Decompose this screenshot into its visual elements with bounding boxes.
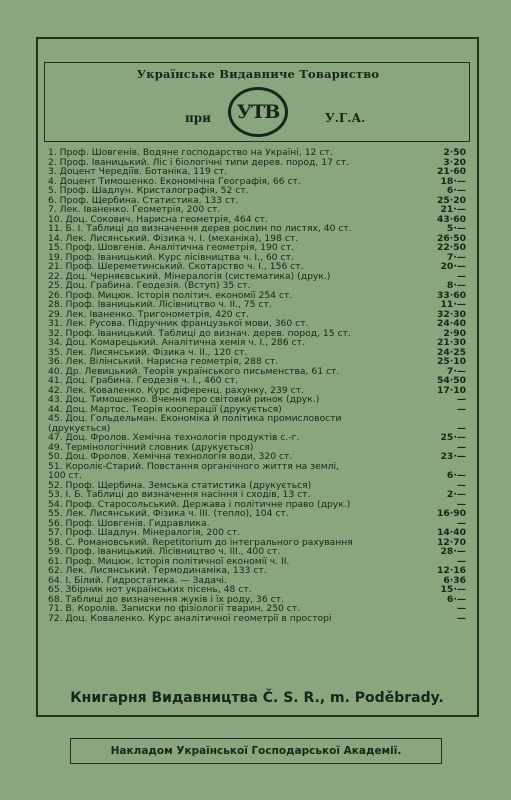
book-entry: [48, 433, 466, 443]
book-price: —: [456, 479, 466, 491]
book-price: —: [456, 603, 466, 614]
book-price: 21·60: [436, 166, 466, 177]
book-entry: [48, 566, 466, 576]
book-price: 2·—: [446, 489, 466, 500]
book-title: 47. Доц. Фролов. Хемічна технологія продуктів с.-г.: [48, 433, 300, 443]
book-price: 14·40: [436, 527, 466, 538]
book-price: 21·—: [440, 204, 466, 215]
book-entry: [48, 528, 466, 538]
book-price: 8·—: [446, 280, 466, 291]
book-title: 22. Доц. Черняєвський. Мінералогія (систематика) (друк.): [48, 271, 331, 281]
publisher-header: [44, 62, 470, 142]
book-price: 7·—: [446, 251, 466, 263]
book-title: 31. Лек. Русова. Підручник французької мови, 360 ст.: [48, 319, 309, 329]
book-entry: [48, 585, 466, 595]
book-title: 100 ст.: [48, 471, 82, 481]
book-entry: [48, 186, 466, 196]
book-price: 43·60: [436, 213, 466, 225]
book-entry: [48, 357, 466, 367]
academy-abbrev: У.Г.А.: [325, 111, 366, 125]
book-price: 5·—: [446, 223, 466, 234]
book-entry: [48, 319, 466, 329]
book-price: 16·90: [436, 508, 466, 519]
book-price: 3·20: [443, 156, 466, 168]
book-price: 32·30: [436, 308, 466, 320]
book-entry: [48, 386, 466, 396]
book-entry: [48, 424, 466, 434]
book-title: 2. Проф. Іваницький. Ліс і біологічні типи дерев. пород, 17 ст.: [48, 157, 350, 167]
book-entry: [48, 262, 466, 272]
book-entry: [48, 215, 466, 225]
book-title: 62. Лек. Лисянський. Термодинаміка, 133 ст.: [48, 566, 267, 576]
book-title: 51. Короліє-Старий. Повстання органічного життя на землі,: [48, 461, 340, 471]
book-title: 52. Проф. Щербина. Земська статистика (друкується): [48, 480, 312, 490]
book-entry: [48, 338, 466, 348]
book-title: 1. Проф. Шовгенів. Водяне господарство на Україні, 12 ст.: [48, 148, 333, 158]
book-entry: [48, 205, 466, 215]
book-price: 26·50: [436, 232, 466, 244]
book-entry: [48, 452, 466, 462]
book-entry: [48, 414, 466, 424]
book-title: 35. Лек. Лисянський. Фізика ч. II., 120 ст.: [48, 347, 248, 357]
book-price: —: [456, 270, 466, 282]
book-entry: [48, 490, 466, 500]
book-entry: [48, 224, 466, 234]
book-price: 6·—: [446, 470, 466, 481]
book-title: 49. Термінологічний словник (друкується): [48, 442, 254, 452]
book-entry: [48, 395, 466, 405]
book-entry: [48, 471, 466, 481]
book-price: 17·10: [436, 384, 466, 396]
book-entry: [48, 329, 466, 339]
book-title: 71. В. Королів. Записки по фізіології тварин, 250 ст.: [48, 604, 301, 614]
book-title: 29. Лек. Іваненко. Тригонометрія, 420 ст.: [48, 309, 249, 319]
book-price: 11·—: [440, 299, 466, 310]
book-title: 4. Доцент Тимошенко. Економічна Географія, 66 ст.: [48, 176, 301, 186]
book-title: 44. Доц. Мартос. Теорія кооперації (друкується): [48, 404, 282, 414]
book-price: —: [456, 394, 466, 405]
pri-label: при: [185, 111, 212, 125]
publisher-note: Накладом Української Господарської Академії.: [70, 738, 442, 764]
book-title: 65. Збірник нот українських пісень, 48 ст.: [48, 585, 252, 595]
book-title: 3. Доцент Чередіїв. Ботаніка, 119 ст.: [48, 167, 228, 177]
book-entry: [48, 167, 466, 177]
book-title: 5. Проф. Шадлун. Кристалографія, 52 ст.: [48, 186, 249, 196]
book-price: 22·50: [436, 242, 466, 253]
book-title: 56. Проф. Шовгенів. Гидравлика.: [48, 518, 210, 528]
book-title: 72. Доц. Коваленко. Курс аналітичної геометрії в просторі: [48, 613, 332, 623]
book-title: 53. І. Б. Таблиці до визначення насіння і сходів, 13 ст.: [48, 490, 311, 500]
book-entry: [48, 519, 466, 529]
publisher-name: Українське Видавниче Товариство: [136, 67, 380, 81]
book-entry: [48, 281, 466, 291]
book-title: 14. Лек. Лисянський. Фізика ч. I. (механіка), 198 ст.: [48, 233, 299, 243]
book-title: 42. Лек. Коваленко. Курс діференц. рахунку, 239 ст.: [48, 385, 304, 395]
book-title: 55. Лек. Лисянський. Фізика ч. III. (тепло), 104 ст.: [48, 509, 289, 519]
book-price: 6·—: [446, 185, 466, 196]
book-price: 12·16: [436, 565, 466, 576]
book-title: 32. Проф. Іваницький. Таблиці до визнач. дерев. пород, 15 ст.: [48, 328, 351, 338]
book-title: (друкується): [48, 423, 111, 433]
book-price: 18·—: [440, 175, 466, 187]
book-entry: [48, 376, 466, 386]
book-price: —: [456, 555, 466, 567]
book-title: 10. Доц. Сокович. Нарисна геометрія, 464 ст.: [48, 214, 268, 224]
book-title: 64. І. Білий. Гидростатика. — Задачі.: [48, 575, 227, 585]
book-title: 41. Доц. Грабина. Геодезія ч. I., 460 ст.: [48, 376, 238, 386]
book-price: 24·25: [436, 346, 466, 358]
book-title: 19. Проф. Іваницький. Курс лісівництва ч. I., 60 ст.: [48, 252, 294, 262]
book-price: 25·10: [436, 356, 466, 367]
book-title: 43. Доц. Тимошенко. Вчення про світовий ринок (друк.): [48, 395, 320, 405]
book-price: 24·40: [436, 318, 466, 329]
book-price: 23·—: [440, 451, 466, 462]
book-entry: [48, 538, 466, 548]
book-title: 54. Проф. Старосольський. Державa і політичне право (друк.): [48, 499, 351, 509]
book-entry: [48, 614, 466, 624]
book-title: 15. Проф. Шовгенів. Аналітична геометрія, 190 ст.: [48, 243, 294, 253]
book-title: 6. Проф. Щербина. Статистика, 133 ст.: [48, 195, 239, 205]
book-entry: [48, 272, 466, 282]
book-price: —: [456, 403, 466, 415]
book-entry: [48, 509, 466, 519]
book-title: 58. С. Романовський. Repetitorium до інтегрального рахування: [48, 537, 353, 547]
book-entry: [48, 158, 466, 168]
book-list: [48, 148, 466, 623]
book-entry: [48, 604, 466, 614]
book-price: 25·20: [436, 194, 466, 206]
book-title: 61. Проф. Мицюк. Історія політичної економії ч. II.: [48, 556, 290, 566]
book-price: —: [456, 612, 466, 624]
book-title: 28. Проф. Іваницький. Лісівництво ч. II., 75 ст.: [48, 300, 272, 310]
book-price: 20·—: [440, 261, 466, 272]
book-price: 33·60: [436, 289, 466, 301]
book-entry: [48, 500, 466, 510]
utv-logo: УТВ: [228, 87, 288, 137]
book-price: —: [456, 422, 466, 434]
book-title: 57. Проф. Шадлун. Мінералогія, 200 ст.: [48, 528, 241, 538]
book-entry: [48, 291, 466, 301]
book-price: 2·50: [443, 147, 466, 158]
book-price: 6·36: [443, 574, 466, 586]
book-price: 54·50: [436, 375, 466, 386]
book-title: 40. Др. Левицький. Теорія українського письменства, 61 ст.: [48, 366, 340, 376]
book-entry: [48, 243, 466, 253]
book-title: 26. Проф. Мицюк. Історія політич. економії 254 ст.: [48, 290, 293, 300]
book-price: 28·—: [440, 546, 466, 557]
book-price: —: [456, 498, 466, 510]
book-entry: [48, 310, 466, 320]
book-title: 7. Лек. Іваненко. Геометрія, 200 ст.: [48, 205, 221, 215]
book-entry: [48, 177, 466, 187]
book-title: 36. Лек. Вілінський. Нарисна геометрія, 288 ст.: [48, 357, 279, 367]
book-entry: [48, 443, 466, 453]
book-entry: [48, 481, 466, 491]
bookstore-line: Книгарня Видавництва Č. S. R., m. Poděbrady.: [70, 690, 444, 706]
book-entry: [48, 234, 466, 244]
book-price: 2·90: [443, 327, 466, 339]
book-price: —: [456, 441, 466, 453]
book-title: 45. Доц. Гольдельман. Економіка й політика промисловости: [48, 414, 342, 424]
book-price: 7·—: [446, 365, 466, 377]
book-entry: [48, 367, 466, 377]
book-entry: [48, 348, 466, 358]
book-title: 50. Доц. Фролов. Хемічна технологія води, 320 ст.: [48, 452, 293, 462]
book-title: 11. Б. І. Таблиці до визначення дерев рослин по листях, 40 ст.: [48, 224, 352, 234]
book-entry: [48, 462, 466, 472]
book-entry: [48, 196, 466, 206]
book-price: 15·—: [440, 584, 466, 595]
book-entry: [48, 405, 466, 415]
book-price: 12·70: [436, 536, 466, 548]
book-entry: [48, 300, 466, 310]
book-price: 6·—: [446, 593, 466, 605]
book-entry: [48, 576, 466, 586]
book-entry: [48, 595, 466, 605]
book-price: 21·30: [436, 337, 466, 348]
book-title: 21. Проф. Шереметинський. Скотарство ч. I., 156 ст.: [48, 262, 304, 272]
book-entry: [48, 148, 466, 158]
book-price: —: [456, 517, 466, 529]
book-title: 25. Доц. Грабина. Геодезія. (Вступ) 35 ст.: [48, 281, 251, 291]
book-entry: [48, 557, 466, 567]
book-entry: [48, 547, 466, 557]
book-price: 25·—: [440, 432, 466, 443]
book-entry: [48, 253, 466, 263]
book-title: 59. Проф. Іваницький. Лісівництво ч. III., 400 ст.: [48, 547, 281, 557]
book-title: 68. Таблиці до визначення жуків і їх роду, 36 ст.: [48, 594, 284, 604]
book-title: 34. Доц. Комарецький. Аналітична хемія ч. I., 286 ст.: [48, 338, 305, 348]
